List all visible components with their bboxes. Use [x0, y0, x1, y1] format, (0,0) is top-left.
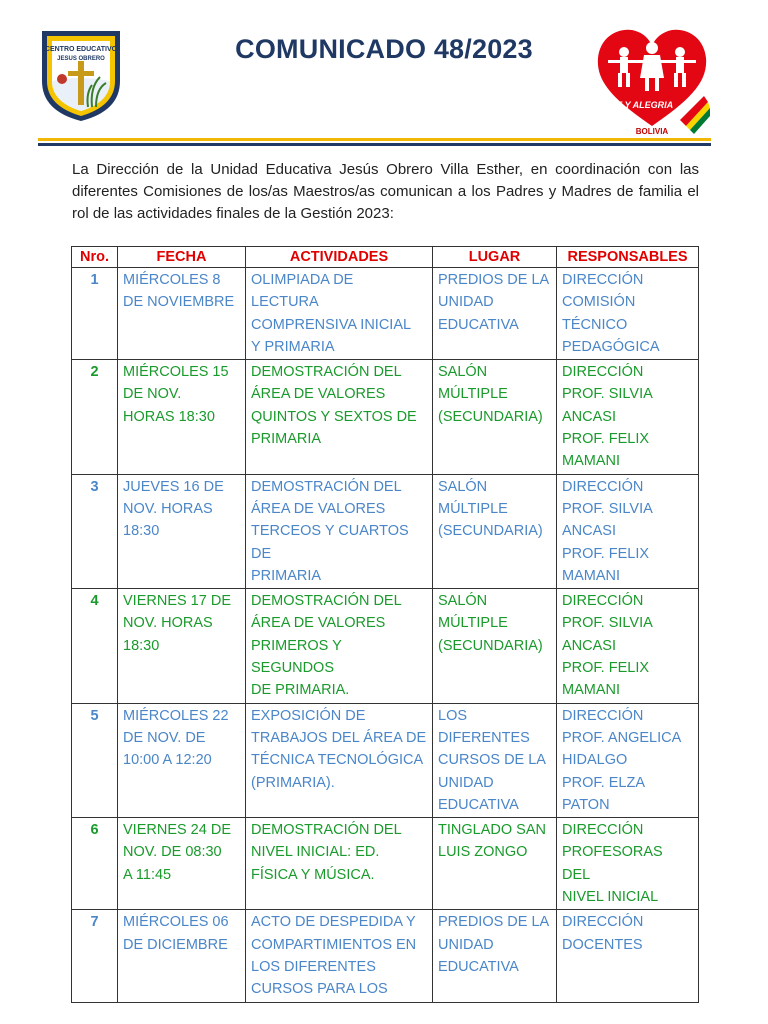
cell-actividad-line: FÍSICA Y MÚSICA. [251, 866, 375, 883]
cell-responsables-line: HIDALGO [562, 752, 628, 769]
cell-lugar-line: (SECUNDARIA) [438, 523, 543, 540]
cell-actividad-line: DEMOSTRACIÓN DEL [251, 593, 402, 610]
table-row [72, 268, 699, 360]
cell-responsables-line: PROF. ELZA [562, 774, 645, 791]
cell-responsables-line: PATON [562, 796, 610, 813]
cell-actividad-line: EXPOSICIÓN DE [251, 707, 366, 724]
table-header-row [72, 247, 699, 268]
cell-responsables-line: NIVEL INICIAL [562, 889, 659, 906]
cell-fecha-line: MIÉRCOLES 06 [123, 914, 229, 931]
header-divider-navy [38, 143, 711, 146]
cell-actividad-line: Y PRIMARIA [251, 338, 335, 355]
cell-lugar-line: EDUCATIVA [438, 316, 519, 333]
cell-actividad-line: COMPARTIMIENTOS EN [251, 936, 417, 953]
cell-responsables-line: COMISIÓN [562, 294, 636, 311]
table-row [72, 703, 699, 817]
cell-actividad [246, 268, 433, 360]
cell-actividad [246, 703, 433, 817]
cell-responsables-line: ANCASI [562, 408, 616, 425]
cell-responsables [557, 910, 699, 1002]
cell-actividad-line: TÉCNICA TECNOLÓGICA [251, 752, 424, 769]
cell-lugar [433, 360, 557, 474]
cell-actividad [246, 910, 433, 1002]
header-nro: Nro. [72, 247, 118, 268]
cell-lugar-line: MÚLTIPLE [438, 386, 508, 403]
header-lugar: LUGAR [433, 247, 557, 268]
cell-actividad-line: CURSOS PARA LOS [251, 981, 388, 998]
cell-responsables [557, 818, 699, 910]
cell-lugar-line: LUIS ZONGO [438, 844, 528, 861]
cell-lugar-line: (SECUNDARIA) [438, 408, 543, 425]
cell-fecha-line: A 11:45 [123, 866, 172, 883]
table-row [72, 818, 699, 910]
cell-actividad [246, 818, 433, 910]
cell-responsables-line: PROF. FELIX [562, 545, 650, 562]
cell-actividad-line: LOS DIFERENTES [251, 958, 376, 975]
cell-responsables-line: PROF. SILVIA [562, 386, 653, 403]
cell-responsables-line: PROF. SILVIA [562, 500, 653, 517]
cell-fecha-line: DE NOVIEMBRE [123, 294, 235, 311]
cell-lugar-line: (SECUNDARIA) [438, 637, 543, 654]
cell-fecha-line: MIÉRCOLES 8 [123, 272, 221, 288]
table-row [72, 360, 699, 474]
cell-responsables-line: PROF. FELIX [562, 431, 650, 448]
cell-fecha-line: NOV. HORAS [123, 615, 213, 632]
cell-actividad-line: TRABAJOS DEL ÁREA DE [251, 729, 427, 746]
header-divider-yellow [38, 138, 711, 141]
cell-lugar-line: EDUCATIVA [438, 796, 519, 813]
header-responsables: RESPONSABLES [557, 247, 699, 268]
cell-actividad-line: ÁREA DE VALORES [251, 615, 386, 632]
cell-actividad-line: (PRIMARIA). [251, 774, 335, 791]
cell-lugar [433, 703, 557, 817]
cell-nro: 6 [72, 818, 118, 910]
cell-actividad-line: PRIMARIA [251, 431, 322, 448]
cell-lugar-line: MÚLTIPLE [438, 500, 508, 517]
cell-fecha-line: DE DICIEMBRE [123, 936, 228, 953]
cell-fecha [118, 360, 246, 474]
cell-actividad-line: LECTURA [251, 294, 319, 311]
cell-actividad [246, 474, 433, 588]
cell-actividad-line: OLIMPIADA DE [251, 272, 354, 288]
cell-nro: 1 [72, 268, 118, 360]
cell-actividad-line: QUINTOS Y SEXTOS DE [251, 408, 417, 425]
cell-fecha-line: NOV. DE 08:30 [123, 844, 222, 861]
cell-nro: 3 [72, 474, 118, 588]
cell-lugar [433, 818, 557, 910]
cell-responsables-line: PROF. SILVIA [562, 615, 653, 632]
table-row [72, 474, 699, 588]
cell-responsables-line: PROF. FELIX [562, 660, 650, 677]
cell-responsables-line: MAMANI [562, 567, 620, 584]
cell-actividad-line: DEMOSTRACIÓN DEL [251, 478, 402, 495]
activities-table [71, 246, 699, 1003]
cell-actividad-line: DEMOSTRACIÓN DEL [251, 822, 402, 839]
cell-nro: 5 [72, 703, 118, 817]
cell-fecha-line: JUEVES 16 DE [123, 478, 224, 495]
cell-responsables-line: DIRECCIÓN [562, 593, 644, 610]
cell-actividad [246, 589, 433, 703]
table-row [72, 910, 699, 1002]
intro-paragraph: La Dirección de la Unidad Educativa Jesús Obrero Villa Esther, en coordinación con las diferentes Comisiones de los/as Maestros/as comunican a los Padres y Madres de familia el rol de las actividades finales de la Gestión 2023: [72, 161, 699, 222]
svg-text:CENTRO EDUCATIVO: CENTRO EDUCATIVO [44, 46, 118, 53]
cell-responsables-line: DIRECCIÓN [562, 914, 644, 931]
cell-lugar-line: TINGLADO SAN [438, 822, 546, 839]
cell-actividad-line: COMPRENSIVA INICIAL [251, 316, 412, 333]
cell-responsables-line: PEDAGÓGICA [562, 338, 660, 355]
table-body [72, 268, 699, 1003]
cell-lugar-line: UNIDAD [438, 774, 494, 791]
cell-fecha-line: MIÉRCOLES 22 [123, 707, 229, 724]
cell-responsables [557, 703, 699, 817]
cell-lugar-line: SALÓN [438, 593, 488, 610]
cell-fecha-line: DE NOV. DE [123, 729, 206, 746]
header-actividades: ACTIVIDADES [246, 247, 433, 268]
cell-lugar [433, 268, 557, 360]
cell-lugar-line: PREDIOS DE LA [438, 914, 550, 931]
cell-responsables-line: DIRECCIÓN [562, 707, 644, 724]
cell-actividad-line: ACTO DE DESPEDIDA Y [251, 914, 416, 931]
cell-responsables-line: MAMANI [562, 682, 620, 699]
cell-nro: 2 [72, 360, 118, 474]
cell-lugar [433, 589, 557, 703]
cell-responsables-line: TÉCNICO [562, 316, 628, 333]
cell-responsables-line: DIRECCIÓN [562, 478, 644, 495]
table-row [72, 589, 699, 703]
cell-fecha [118, 268, 246, 360]
cell-lugar-line: MÚLTIPLE [438, 615, 508, 632]
cell-lugar [433, 910, 557, 1002]
cell-responsables-line: ANCASI [562, 523, 616, 540]
cell-fecha-line: DE NOV. [123, 386, 182, 403]
cell-fecha-line: 18:30 [123, 523, 160, 540]
cell-fecha-line: 18:30 [123, 637, 160, 654]
cell-nro: 4 [72, 589, 118, 703]
cell-lugar-line: SALÓN [438, 364, 488, 381]
cell-lugar-line: CURSOS DE LA [438, 752, 546, 769]
cell-responsables-line: DOCENTES [562, 936, 643, 953]
cell-responsables-line: PROFESORAS DEL [562, 844, 663, 883]
svg-text:FE Y ALEGRIA: FE Y ALEGRIA [610, 100, 674, 110]
cell-actividad-line: PRIMEROS Y SEGUNDOS [251, 637, 342, 677]
cell-fecha-line: NOV. HORAS [123, 500, 213, 517]
cell-fecha-line: VIERNES 24 DE [123, 822, 231, 839]
cell-fecha-line: VIERNES 17 DE [123, 593, 231, 610]
cell-fecha [118, 703, 246, 817]
cell-responsables [557, 589, 699, 703]
cell-lugar-line: DIFERENTES [438, 729, 530, 746]
cell-responsables-line: DIRECCIÓN [562, 822, 644, 839]
cell-actividad-line: ÁREA DE VALORES [251, 386, 386, 403]
cell-responsables [557, 268, 699, 360]
cell-lugar-line: PREDIOS DE LA [438, 272, 550, 288]
cell-actividad-line: PRIMARIA [251, 567, 322, 584]
cell-responsables-line: DIRECCIÓN [562, 272, 644, 288]
cell-fecha [118, 474, 246, 588]
cell-lugar-line: LOS [438, 707, 468, 724]
svg-text:BOLIVIA: BOLIVIA [635, 127, 669, 136]
svg-text:JESUS OBRERO: JESUS OBRERO [57, 56, 105, 62]
cell-lugar-line: SALÓN [438, 478, 488, 495]
cell-fecha [118, 589, 246, 703]
cell-fecha [118, 818, 246, 910]
page-title: COMUNICADO 48/2023 [235, 34, 533, 64]
cell-actividad-line: NIVEL INICIAL: ED. [251, 844, 380, 861]
cell-fecha-line: 10:00 A 12:20 [123, 752, 212, 769]
cell-actividad-line: DE PRIMARIA. [251, 682, 350, 699]
cell-lugar [433, 474, 557, 588]
cell-responsables-line: ANCASI [562, 637, 616, 654]
cell-responsables-line: MAMANI [562, 453, 620, 470]
cell-lugar-line: UNIDAD [438, 294, 494, 311]
cell-responsables [557, 474, 699, 588]
cell-fecha-line: HORAS 18:30 [123, 408, 215, 425]
cell-actividad-line: DEMOSTRACIÓN DEL [251, 364, 402, 381]
cell-responsables [557, 360, 699, 474]
header-fecha: FECHA [118, 247, 246, 268]
cell-fecha [118, 910, 246, 1002]
cell-actividad-line: TERCEOS Y CUARTOS DE [251, 523, 409, 562]
cell-actividad [246, 360, 433, 474]
cell-lugar-line: EDUCATIVA [438, 958, 519, 975]
cell-responsables-line: DIRECCIÓN [562, 364, 644, 381]
cell-fecha-line: MIÉRCOLES 15 [123, 364, 229, 381]
cell-lugar-line: UNIDAD [438, 936, 494, 953]
cell-nro: 7 [72, 910, 118, 1002]
cell-responsables-line: PROF. ANGELICA [562, 729, 682, 746]
cell-actividad-line: ÁREA DE VALORES [251, 500, 386, 517]
